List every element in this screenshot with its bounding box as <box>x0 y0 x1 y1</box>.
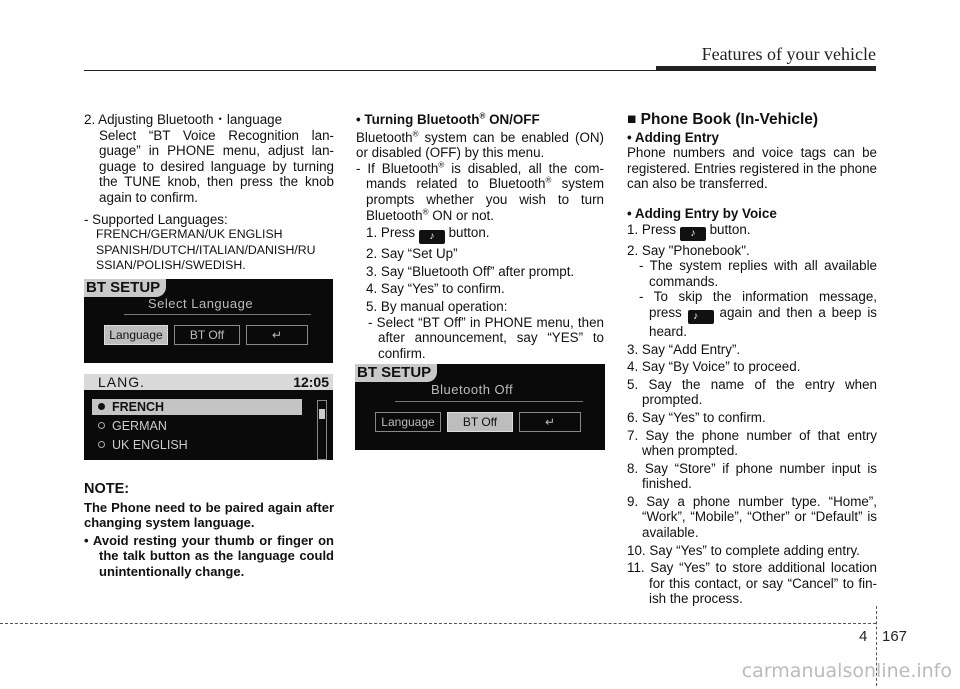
text: button. <box>444 225 490 241</box>
registered-mark: ® <box>545 175 552 185</box>
step-2-sub-a: - The system replies with all available commands. <box>639 258 877 289</box>
screen-title: BT SETUP <box>84 279 166 297</box>
back-button[interactable]: ↵ <box>519 412 581 432</box>
supported-label: - Supported Languages: <box>84 211 228 227</box>
screen-bluetooth-off <box>355 364 605 450</box>
text: - To skip the information message, press <box>639 289 877 320</box>
text: button. <box>705 221 751 237</box>
header-rule <box>84 70 876 71</box>
step-11: 11. Say “Yes” to store additional location for this contact, or say “Cancel” to fin-ish the process. <box>627 560 877 607</box>
registered-mark: ® <box>479 111 486 121</box>
note-title: NOTE: <box>84 481 130 497</box>
registered-mark: ® <box>422 207 429 217</box>
lang-item-label: GERMAN <box>112 419 167 433</box>
note-text-2: • Avoid resting your thumb or finger on the talk button as the language could unintentionally change. <box>84 532 334 579</box>
watermark: carmanualsonline.info <box>741 660 952 682</box>
language-button[interactable]: Language <box>104 325 168 345</box>
adding-entry-text: Phone numbers and voice tags can be registered. Entries registered in the phone can also be transferred. <box>627 145 877 192</box>
step-8: 8. Say “Store” if phone number input is finished. <box>627 460 877 492</box>
talk-button-icon: ♪ <box>680 227 706 241</box>
step-3: 3. Say “Add Entry”. <box>627 341 741 357</box>
step-9: 9. Say a phone number type. “Home”, “Work”, “Mobile”, “Other” or “Default” is available. <box>627 493 877 541</box>
talk-button-icon: ♪ <box>688 310 714 324</box>
bt-onoff-intro <box>356 130 604 161</box>
chapter-number: 4 <box>859 628 868 645</box>
talk-button-icon: ♪ <box>419 230 445 244</box>
screen-title: BT SETUP <box>355 364 437 382</box>
lang-item-label: FRENCH <box>112 400 165 414</box>
heading-text: • Turning Bluetooth <box>356 112 480 127</box>
text: again and then a beep is heard. <box>649 304 878 339</box>
section-heading-bt-onoff <box>356 112 604 128</box>
footer-rule <box>0 623 876 624</box>
supported-languages-2: SPANISH/DUTCH/ITALIAN/DANISH/RU SSIAN/POLISH/SWEDISH. <box>96 242 316 273</box>
screen-select-language <box>84 279 333 363</box>
step-1 <box>356 225 604 244</box>
sub-heading-adding-entry: • Adding Entry <box>627 129 719 145</box>
text: system can be enabled (ON) or disabled (OFF) by this menu. <box>356 129 604 161</box>
step-7: 7. Say the phone number of that entry when prompted. <box>627 427 877 459</box>
text: system prompts whether you wish to turn Bluetooth <box>366 176 604 223</box>
step-5: 5. Say the name of the entry when prompted. <box>627 376 877 408</box>
heading-tail: ON/OFF <box>485 112 540 127</box>
step-10: 10. Say “Yes” to complete adding entry. <box>627 542 860 558</box>
screen-language-list <box>84 374 333 460</box>
step-6: 6. Say “Yes” to confirm. <box>627 409 766 425</box>
item2-title: 2. Adjusting Bluetooth・language <box>84 112 283 127</box>
text: 1. Press <box>627 221 680 237</box>
screen-divider <box>124 314 311 315</box>
lang-item-label: UK ENGLISH <box>112 438 188 452</box>
step-1 <box>627 222 877 241</box>
text: Bluetooth <box>356 129 413 145</box>
radio-empty-icon <box>98 441 105 448</box>
note-text-1: The Phone need to be paired again after changing system language. <box>84 499 334 531</box>
scrollbar[interactable] <box>317 400 327 460</box>
sub-heading-adding-by-voice: • Adding Entry by Voice <box>627 205 777 221</box>
text: ON or not. <box>428 207 494 223</box>
step-2-sub-b <box>627 289 877 339</box>
item2-body: Select “BT Voice Recognition lan-guage” in PHONE menu, adjust lan-guage to desired language by turning the TUNE knob, then press the knob again to confirm. <box>99 127 334 205</box>
lang-item-german[interactable] <box>92 418 302 434</box>
page-number: 167 <box>882 628 908 645</box>
screen-divider <box>395 401 583 402</box>
radio-selected-icon <box>98 403 105 410</box>
screen-subtitle: Bluetooth Off <box>431 382 514 397</box>
text: is disabled, all the com-mands related to Bluetooth <box>366 160 604 192</box>
column-left <box>84 112 334 274</box>
text: 1. Press <box>366 225 419 241</box>
clock-time: 12:05 <box>293 374 329 390</box>
scrollbar-thumb[interactable] <box>319 409 325 419</box>
back-button[interactable]: ↵ <box>246 325 308 345</box>
step-2: 2. Say "Phonebook". <box>627 242 750 258</box>
page-header-title: Features of your vehicle <box>701 44 876 64</box>
lang-item-french[interactable] <box>92 399 302 415</box>
lang-title: LANG. <box>98 374 146 390</box>
supported-languages-1: FRENCH/GERMAN/UK ENGLISH <box>96 227 283 242</box>
bt-off-button[interactable]: BT Off <box>447 412 513 432</box>
note-block <box>84 460 334 580</box>
screen-subtitle: Select Language <box>148 296 254 311</box>
bt-onoff-if-disabled <box>356 161 604 223</box>
registered-mark: ® <box>438 160 445 170</box>
step-4: 4. Say “By Voice” to proceed. <box>627 359 801 375</box>
step-3: 3. Say “Bluetooth Off” after prompt. <box>366 263 575 279</box>
column-middle <box>356 112 604 361</box>
radio-empty-icon <box>98 422 105 429</box>
bt-off-button[interactable]: BT Off <box>174 325 240 345</box>
text: - If Bluetooth <box>356 160 439 176</box>
registered-mark: ® <box>412 129 419 139</box>
step-4: 4. Say “Yes” to confirm. <box>366 281 505 297</box>
step-5-sub: - Select “BT Off” in PHONE menu, then after announcement, say “YES” to confirm. <box>368 314 604 361</box>
section-heading-phonebook: ■ Phone Book (In-Vehicle) <box>627 111 819 128</box>
language-button[interactable]: Language <box>375 412 441 432</box>
step-2: 2. Say “Set Up” <box>366 246 458 262</box>
column-right <box>627 112 877 607</box>
lang-item-uk-english[interactable] <box>92 437 302 453</box>
step-5: 5. By manual operation: <box>366 298 508 314</box>
